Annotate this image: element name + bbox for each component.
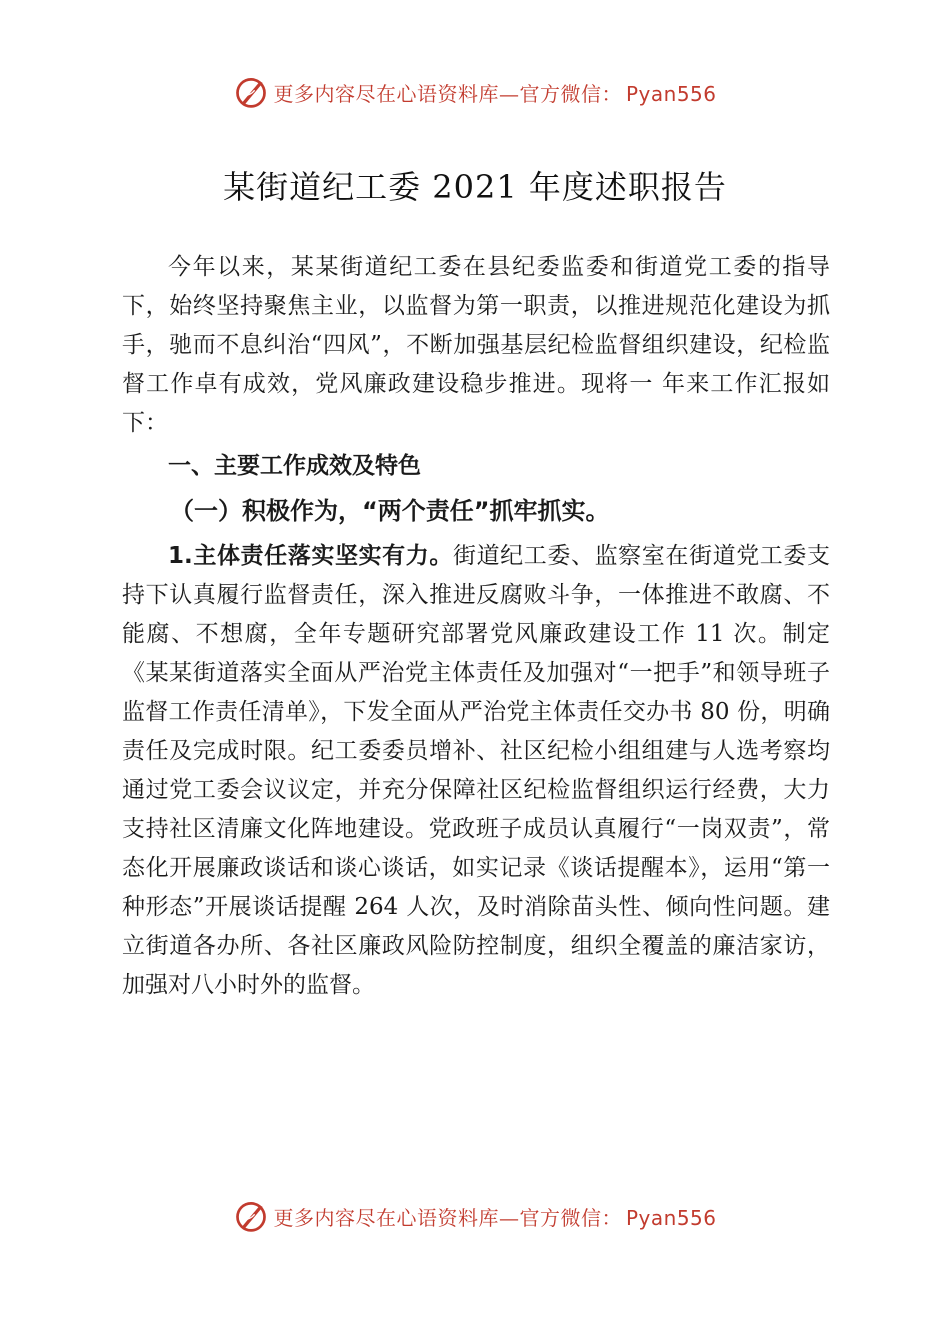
watermark-footer [0,1194,950,1238]
watermark-slogan: 更多内容尽在心语资料库—官方微信： [273,81,622,106]
quill-logo-icon [233,74,269,110]
subsection-heading: （一）积极作为，“两个责任”抓牢抓实。 [170,497,610,525]
watermark-wechat-id: Pyan556 [625,1205,717,1230]
watermark-slogan: 更多内容尽在心语资料库—官方微信： [273,1205,622,1230]
document-title: 某街道纪工委 2021 年度述职报告 [223,168,727,206]
paragraph-body: 街道纪工委、监察室在街道党工委支持下认真履行监督责任，深入推进反腐败斗争，一体推进不敢腐、不能腐、不想腐，全年专题研究部署党风廉政建设工作 11 次。制定《某某街道落实全面从严治党主体责任及加强对“一把手”和领导班子监督工作责任清单》，下发全面从严治党主体责任交办书 80 份，明确责任及完成时限。纪工委委员增补、社区纪检小组组建与人选考察均通过党工委会议议定，并充分保障社区纪检监督组织运行经费，大力支持社区清廉文化阵地建设。党政班子成员认真履行“一岗双责”，常态化开展廉政谈话和谈心谈话，如实记录《谈话提醒本》，运用“第一种形态”开展谈话提醒 264 人次，及时消除苗头性、倾向性问题。建立街道各办所、各社区廉政风险防控制度，组织全覆盖的廉洁家访，加强对八小时外的监督。 [122,543,830,998]
intro-paragraph: 今年以来，某某街道纪工委在县纪委监委和街道党工委的指导下，始终坚持聚焦主业，以监督为第一职责，以推进规范化建设为抓手，驰而不息纠治“四风”，不断加强基层纪检监督组织建设，纪检监督工作卓有成效，党风廉政建设稳步推进。现将一 年来工作汇报如下： [122,254,830,436]
watermark-header [0,70,950,114]
quill-logo-icon [233,1198,269,1234]
watermark-wechat-id: Pyan556 [625,81,717,106]
document-body [122,248,830,1005]
paragraph-main-responsibility [122,537,830,1005]
section-heading: 一、主要工作成效及特色 [168,453,421,479]
watermark-text [273,78,716,107]
watermark-text [273,1202,716,1231]
paragraph-lead: 1.主体责任落实坚实有力。 [168,543,453,569]
